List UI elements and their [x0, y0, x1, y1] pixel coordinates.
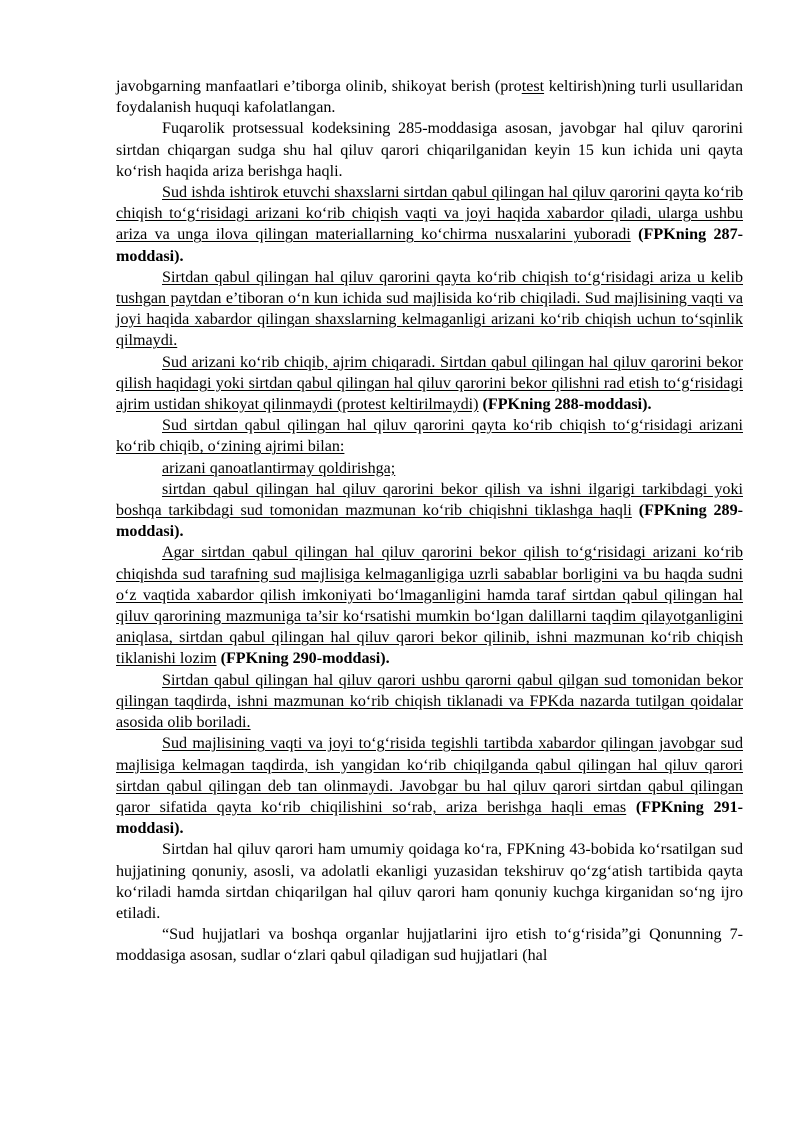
paragraph-5 [116, 352, 743, 416]
paragraph-10 [116, 670, 743, 734]
text-segment: javobgarning manfaatlari e’tiborga olinib, shikoyat berish (pro [116, 78, 522, 95]
paragraph-8 [116, 479, 743, 543]
underlined-text: test [521, 78, 545, 95]
underlined-text: Sirtdan qabul qilingan hal qiluv qarori ushbu qarorni qabul qilgan sud tomonidan bekor qilingan taqdirda, ishni mazmunan ko‘rib chiqish tiklanadi va FPKda nazarda tutilgan qoidalar asosida olib boriladi. [116, 671, 743, 732]
document-page [116, 76, 743, 967]
paragraph-6 [116, 415, 743, 457]
article-reference: (FPKning 287-moddasi). [116, 226, 744, 265]
text-segment [626, 799, 636, 816]
underlined-text: Sud sirtdan qabul qilingan hal qiluv qarorini qayta ko‘rib chiqish to‘g‘risidagi arizani ko‘rib chiqib, o‘zining ajrimi bilan: [116, 417, 743, 456]
underlined-text: Sirtdan qabul qilingan hal qiluv qarorini qayta ko‘rib chiqish to‘g‘risidagi ariza u kelib tushgan paytdan e’tiboran o‘n kun ichida sud majlisida ko‘rib chiqiladi. Sud majlisining vaqti va joyi haqida xabardor qilingan shaxslarning kelmaganligi arizani ko‘rib chiqish uchun to‘sqinlik qilmaydi. [116, 268, 743, 350]
underlined-text: Sud majlisining vaqti va joyi to‘g‘risida tegishli tartibda xabardor qilingan javobgar sud majlisiga kelmagan taqdirda, ish yangidan ko‘rib chiqilganda qabul qilingan hal qiluv qarori sirtdan qabul qilingan deb tan olinmaydi. Javobgar bu hal qiluv qarori sirtdan qabul qilingan qaror sifatida qayta ko‘rib chiqilishini so‘rab, ariza berishga haqli emas [116, 735, 743, 816]
paragraph-13 [116, 924, 743, 966]
text-segment: Fuqarolik protsessual kodeksining 285-moddasiga asosan, javobgar hal qiluv qarorini sirtdan chiqargan sudga shu hal qiluv qarori chiqarilganidan keyin 15 kun ichida uni qayta ko‘rish haqida ariza berishga haqli. [116, 120, 743, 180]
paragraph-2 [116, 118, 743, 182]
underlined-text: Sud arizani ko‘rib chiqib, ajrim chiqaradi. Sirtdan qabul qilingan hal qiluv qarorini bekor qilish haqidagi yoki sirtdan qabul qilingan hal qiluv qarorini bekor qilishni rad etish to‘g‘risidagi ajrim ustidan shikoyat qilinmaydi (protest keltirilmaydi) [116, 353, 743, 414]
article-reference: (FPKning 291-moddasi). [116, 798, 743, 838]
paragraph-1 [116, 76, 743, 118]
paragraph-11 [116, 733, 743, 839]
text-segment: keltirish)ning turli usullaridan foydalanish huquqi kafolatlangan. [116, 78, 744, 117]
paragraph-12 [116, 839, 743, 924]
underlined-text: sirtdan qabul qilingan hal qiluv qarorini bekor qilish va ishni ilgarigi tarkibdagi yoki boshqa tarkibdagi sud tomonidan mazmunan ko‘rib chiqishni tiklashga haqli [116, 480, 743, 520]
paragraph-3 [116, 182, 743, 267]
article-reference: (FPKning 289-moddasi). [116, 502, 744, 541]
text-segment: “Sud hujjatlari va boshqa organlar hujjatlarini ijro etish to‘g‘risida”gi Qonunning 7-moddasiga asosan, sudlar o‘zlari qabul qiladigan sud hujjatlari (hal [116, 926, 743, 965]
paragraph-9 [116, 542, 743, 669]
paragraph-7 [116, 458, 743, 479]
paragraph-4 [116, 267, 743, 352]
underlined-text: arizani qanoatlantirmay qoldirishga; [162, 459, 396, 477]
underlined-text: Sud ishda ishtirok etuvchi shaxslarni sirtdan qabul qilingan hal qiluv qarorini qayta ko‘rib chiqish to‘g‘risidagi arizani ko‘rib chiqish vaqti va joyi haqida xabardor qiladi, ularga ushbu ariza va unga ilova qilingan materiallarning ko‘chirma nusxalarini yuboradi [116, 184, 743, 244]
text-segment [632, 502, 639, 519]
text-segment: Sirtdan hal qiluv qarori ham umumiy qoidaga ko‘ra, FPKning 43-bobida ko‘rsatilgan sud hujjatining qonuniy, asosli, va adolatli ekanligi yuzasidan tekshiruv qo‘zg‘atish tartibida qayta ko‘riladi hamda sirtdan chiqarilgan hal qiluv qarori ham qonuniy kuchga kirganidan so‘ng ijro etiladi. [116, 841, 743, 922]
article-reference: (FPKning 290-moddasi). [220, 650, 390, 668]
underlined-text: Agar sirtdan qabul qilingan hal qiluv qarorini bekor qilish to‘g‘risidagi arizani ko‘rib chiqishda sud tarafning sud majlisiga kelmaganligiga uzrli sabablar borligini va bu haqda sudni o‘z vaqtida xabardor qilish imkoniyati bo‘lmaganligini hamda taraf sirtdan qabul qilingan hal qiluv qarorining mazmuniga ta’sir ko‘rsatishi mumkin bo‘lgan dalillarni taqdim qilayotganligini aniqlasa, sirtdan qabul qilingan hal qiluv qarori bekor qilinib, ishni mazmunan ko‘rib chiqish tiklanishi lozim [116, 544, 743, 668]
article-reference: (FPKning 288-moddasi). [482, 396, 652, 414]
